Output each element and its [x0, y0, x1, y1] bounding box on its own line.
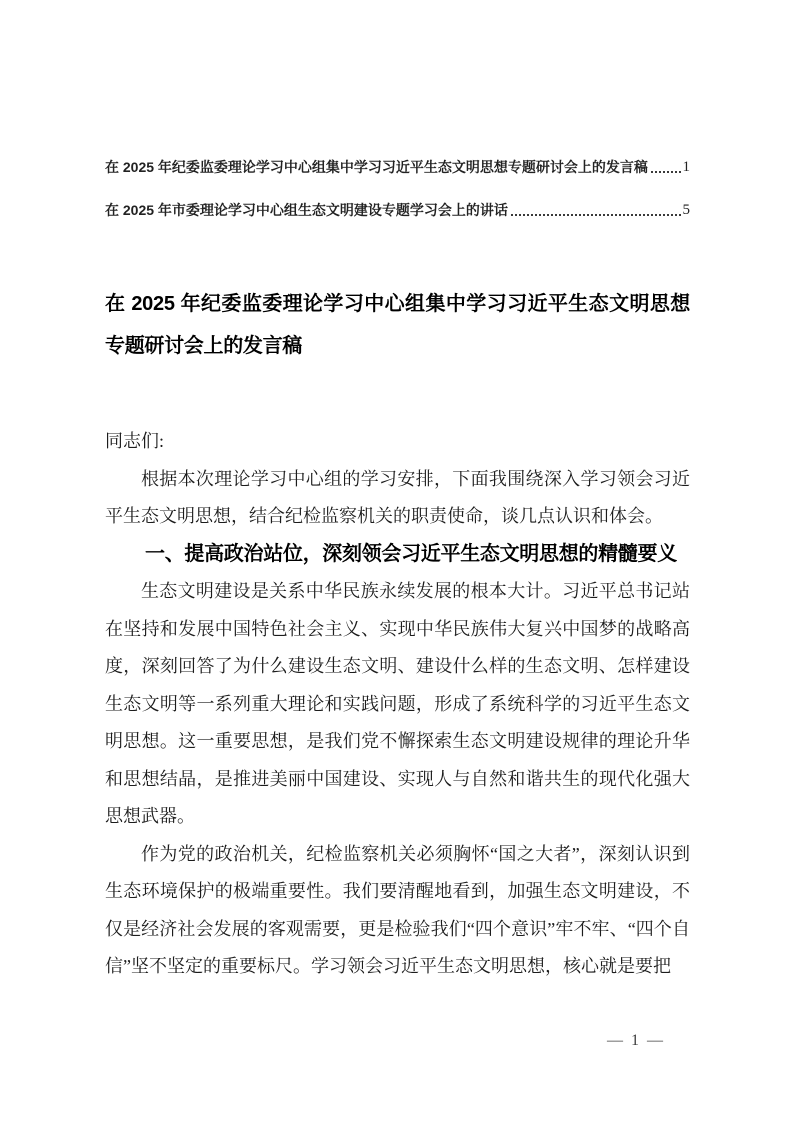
toc-dot-leader	[511, 214, 681, 216]
toc-entry[interactable]	[105, 158, 690, 176]
document-body	[105, 423, 690, 986]
paragraph: 作为党的政治机关，纪检监察机关必须胸怀“国之大者”，深刻认识到生态环境保护的极端重要性。我们要清醒地看到，加强生态文明建设，不仅是经济社会发展的客观需要，更是检验我们“四个意识”牢不牢、“四个自信”坚不坚定的重要标尺。学习领会习近平生态文明思想，核心就是要把	[105, 843, 690, 976]
toc-entry-title[interactable]: 在 2025 年市委理论学习中心组生态文明建设专题学习会上的讲话	[105, 202, 508, 218]
section-heading: 一、提高政治站位，深刻领会习近平生态文明思想的精髓要义	[145, 542, 677, 565]
toc-page-number: 5	[682, 202, 690, 218]
document-title: 在 2025 年纪委监委理论学习中心组集中学习习近平生态文明思想专题研讨会上的发言稿	[105, 293, 690, 357]
toc-entry-title[interactable]: 在 2025 年纪委监委理论学习中心组集中学习习近平生态文明思想专题研讨会上的发言稿	[105, 159, 648, 175]
salutation: 同志们:	[105, 431, 165, 451]
paragraph: 根据本次理论学习中心组的学习安排，下面我围绕深入学习领会习近平生态文明思想，结合纪检监察机关的职责使命，谈几点认识和体会。	[105, 468, 690, 526]
table-of-contents	[105, 158, 690, 244]
toc-dot-leader	[651, 171, 681, 173]
toc-entry[interactable]	[105, 201, 690, 219]
toc-page-number: 1	[682, 159, 690, 175]
paragraph: 生态文明建设是关系中华民族永续发展的根本大计。习近平总书记站在坚持和发展中国特色社会主义、实现中华民族伟大复兴中国梦的战略高度，深刻回答了为什么建设生态文明、建设什么样的生态文明、怎样建设生态文明等一系列重大理论和实践问题，形成了系统科学的习近平生态文明思想。这一重要思想，是我们党不懈探索生态文明建设规律的理论升华和思想结晶，是推进美丽中国建设、实现人与自然和谐共生的现代化强大思想武器。	[105, 581, 690, 826]
page-number: — 1 —	[607, 1032, 665, 1049]
